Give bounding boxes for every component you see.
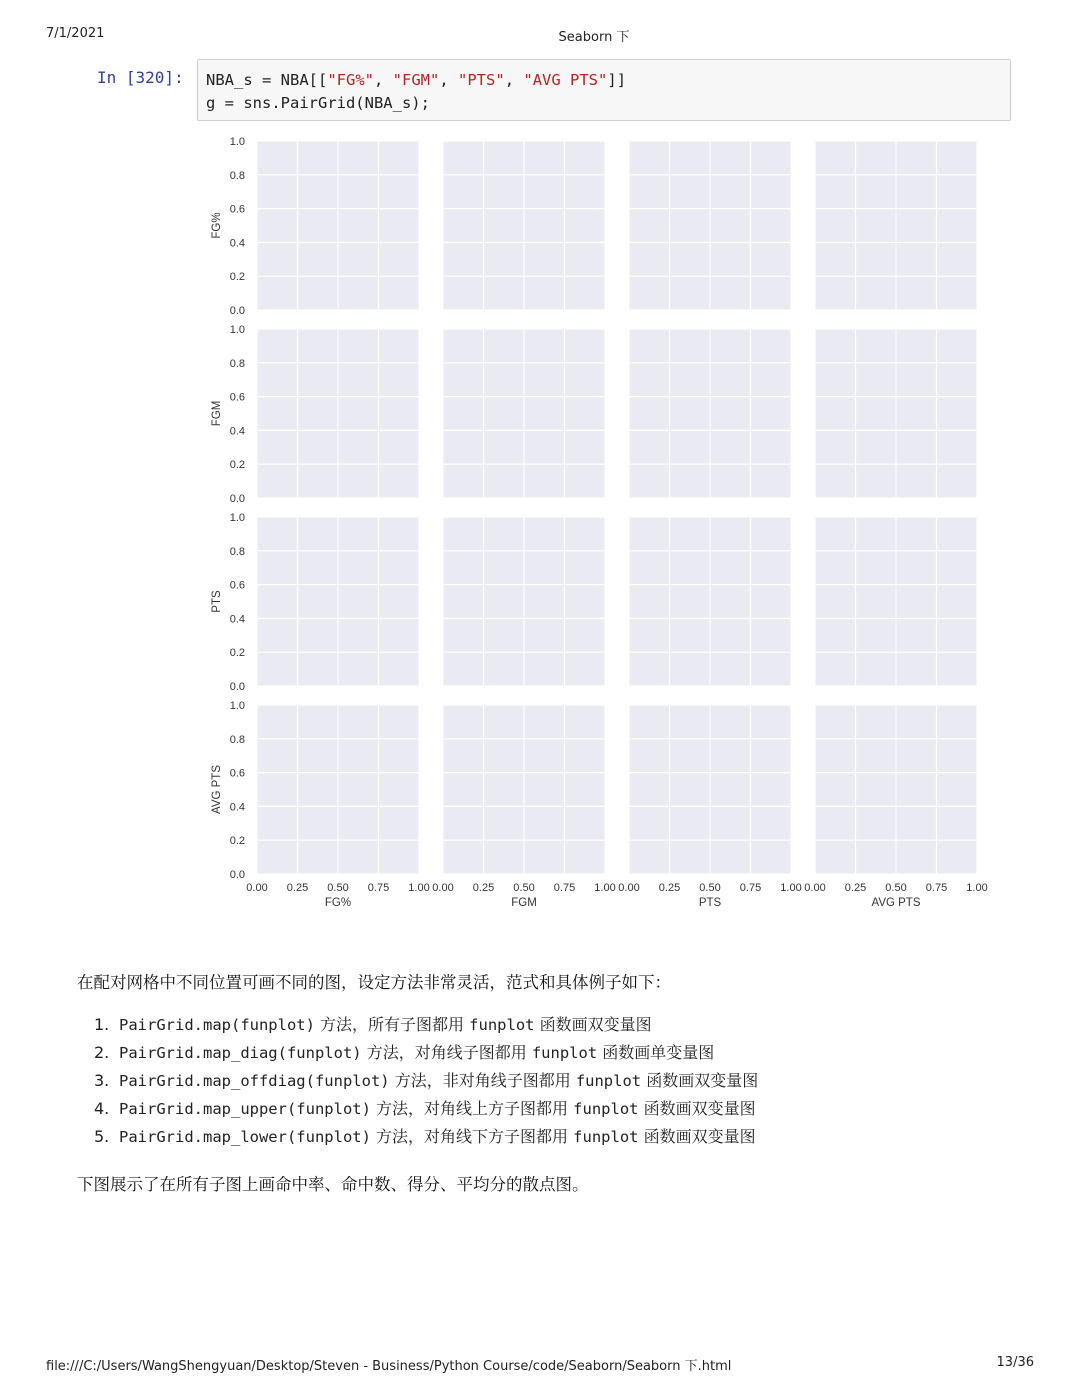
y-tick-label: 0.8	[229, 545, 245, 558]
y-tick-label: 0.4	[229, 613, 245, 626]
x-tick-label: 0.75	[553, 882, 576, 894]
header-date: 7/1/2021	[46, 26, 105, 41]
x-tick-label: 0.00	[618, 882, 640, 894]
x-tick-label: 1.00	[408, 882, 430, 894]
x-tick-label: 0.00	[432, 882, 454, 894]
y-tick-label: 0.8	[229, 733, 245, 746]
cell-prompt: In [320]:	[97, 68, 184, 87]
y-tick-label: 1.0	[229, 136, 245, 148]
y-tick-label: 1.0	[229, 512, 245, 524]
scatter-paragraph: 下图展示了在所有子图上画命中率、命中数、得分、平均分的散点图。	[77, 1175, 589, 1194]
header-title: Seaborn 下	[558, 30, 630, 45]
x-tick-label: 0.25	[658, 882, 681, 894]
intro-paragraph: 在配对网格中不同位置可画不同的图，设定方法非常灵活，范式和具体例子如下：	[77, 973, 671, 992]
y-tick-label: 0.2	[229, 271, 245, 284]
x-axis-label: FGM	[511, 897, 537, 909]
y-tick-label: 1.0	[229, 700, 245, 712]
code-cell[interactable]	[197, 59, 1011, 121]
y-tick-label: 0.2	[229, 835, 245, 848]
footer-page-number: 13/36	[996, 1355, 1034, 1370]
x-tick-label: 0.75	[925, 882, 948, 894]
y-tick-label: 0.8	[229, 169, 245, 182]
y-tick-label: 0.4	[229, 237, 245, 250]
x-tick-label: 1.00	[966, 882, 988, 894]
method-item-2: 2. PairGrid.map_diag(funplot) 方法，对角线子图都用 funplot 函数画单变量图	[94, 1043, 715, 1062]
footer-path: file:///C:/Users/WangShengyuan/Desktop/Steven - Business/Python Course/code/Seaborn/Seaborn 下.html	[46, 1359, 732, 1374]
x-tick-label: 0.50	[885, 882, 907, 894]
method-item-3: 3. PairGrid.map_offdiag(funplot) 方法，非对角线子图都用 funplot 函数画双变量图	[94, 1071, 759, 1090]
x-tick-label: 0.25	[844, 882, 867, 894]
x-tick-label: 0.50	[327, 882, 349, 894]
y-tick-label: 0.2	[229, 459, 245, 472]
y-tick-label: 0.0	[229, 305, 245, 317]
y-tick-label: 1.0	[229, 324, 245, 336]
x-axis-label: FG%	[324, 897, 352, 909]
y-tick-label: 0.6	[229, 391, 245, 404]
y-tick-label: 0.4	[229, 801, 245, 814]
x-tick-label: 0.75	[367, 882, 390, 894]
x-tick-label: 0.75	[739, 882, 762, 894]
y-tick-label: 0.6	[229, 203, 245, 216]
method-list	[94, 1013, 758, 1153]
x-tick-label: 1.00	[594, 882, 616, 894]
x-tick-label: 0.25	[286, 882, 309, 894]
y-tick-label: 0.0	[229, 869, 245, 881]
method-item-1: 1. PairGrid.map(funplot) 方法，所有子图都用 funplot 函数画双变量图	[94, 1015, 652, 1034]
method-item-4: 4. PairGrid.map_upper(funplot) 方法，对角线上方子图都用 funplot 函数画双变量图	[94, 1099, 756, 1118]
y-axis-label: FGM	[211, 400, 223, 427]
x-tick-label: 0.50	[513, 882, 535, 894]
y-tick-label: 0.0	[229, 681, 245, 693]
method-item-5: 5. PairGrid.map_lower(funplot) 方法，对角线下方子图都用 funplot 函数画双变量图	[94, 1127, 756, 1146]
x-tick-label: 0.25	[472, 882, 495, 894]
y-axis-label: FG%	[211, 212, 223, 239]
code-line-1: NBA_s = NBA[["FG%", "FGM", "PTS", "AVG PTS"]]	[206, 71, 627, 89]
y-tick-label: 0.6	[229, 579, 245, 592]
y-tick-label: 0.0	[229, 493, 245, 505]
pairgrid-chart	[196, 130, 1016, 920]
x-tick-label: 0.00	[246, 882, 268, 894]
y-axis-label: AVG PTS	[211, 765, 223, 814]
x-tick-label: 0.50	[699, 882, 721, 894]
code-line-2: g = sns.PairGrid(NBA_s);	[206, 94, 430, 112]
y-tick-label: 0.4	[229, 425, 245, 438]
x-tick-label: 0.00	[804, 882, 826, 894]
y-tick-label: 0.6	[229, 767, 245, 780]
y-axis-label: PTS	[211, 590, 223, 613]
y-tick-label: 0.2	[229, 647, 245, 660]
x-tick-label: 1.00	[780, 882, 802, 894]
x-axis-label: AVG PTS	[871, 897, 921, 909]
x-axis-label: PTS	[698, 897, 722, 909]
y-tick-label: 0.8	[229, 357, 245, 370]
